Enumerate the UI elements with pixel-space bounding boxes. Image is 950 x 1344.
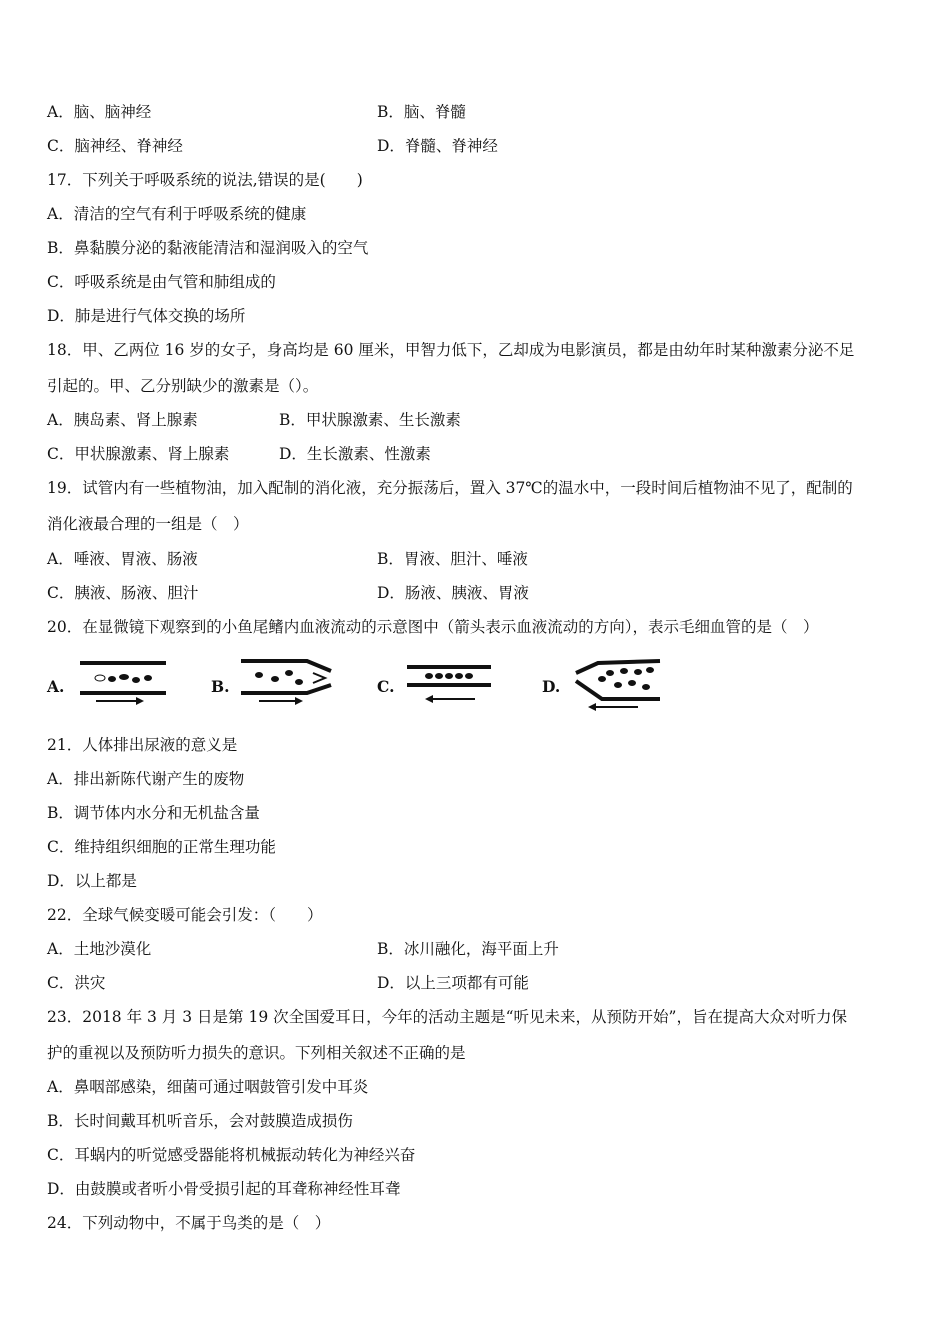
q18-stem-line2: 引起的。甲、乙分别缺少的激素是（）。 <box>47 377 319 395</box>
q18-option-c: C．甲状腺激素、肾上腺素 <box>47 445 230 463</box>
q20-figure-b <box>237 655 335 705</box>
q20-figure-d <box>572 655 664 711</box>
q19-stem-line2: 消化液最合理的一组是（ ） <box>47 515 249 533</box>
q17-option-a: A．清洁的空气有利于呼吸系统的健康 <box>47 205 307 223</box>
q22-option-d: D．以上三项都有可能 <box>377 974 529 992</box>
q22-option-c: C．洪灾 <box>47 974 106 992</box>
q20-label-a: A. <box>47 677 65 696</box>
q20-figure-a <box>78 655 170 705</box>
q19-option-a: A．唾液、胃液、肠液 <box>47 550 198 568</box>
q17-option-d: D．肺是进行气体交换的场所 <box>47 307 246 325</box>
q17-option-c: C．呼吸系统是由气管和肺组成的 <box>47 273 276 291</box>
q16-option-c: C．脑神经、脊神经 <box>47 137 183 155</box>
q20-label-d: D. <box>542 677 561 696</box>
q20-figure-c <box>405 655 495 705</box>
q22-option-a: A．土地沙漠化 <box>47 940 152 958</box>
q20-stem: 20．在显微镜下观察到的小鱼尾鳍内血液流动的示意图中（箭头表示血液流动的方向），表示毛细血管的是（ ） <box>47 618 819 636</box>
q21-stem: 21．人体排出尿液的意义是 <box>47 736 238 754</box>
q22-option-b: B．冰川融化，海平面上升 <box>377 940 559 958</box>
q17-option-b: B．鼻黏膜分泌的黏液能清洁和湿润吸入的空气 <box>47 239 369 257</box>
q23-option-b: B．长时间戴耳机听音乐，会对鼓膜造成损伤 <box>47 1112 353 1130</box>
q19-option-c: C．胰液、肠液、胆汁 <box>47 584 199 602</box>
q17-stem: 17．下列关于呼吸系统的说法,错误的是( ) <box>47 171 363 189</box>
q24-stem: 24．下列动物中，不属于鸟类的是（ ） <box>47 1214 331 1232</box>
q19-option-b: B．胃液、胆汁、唾液 <box>377 550 528 568</box>
q19-option-d: D．肠液、胰液、胃液 <box>377 584 529 602</box>
q21-option-d: D．以上都是 <box>47 872 137 890</box>
q22-stem: 22．全球气候变暖可能会引发：（ ） <box>47 906 323 924</box>
q23-stem-line1: 23．2018 年 3 月 3 日是第 19 次全国爱耳日，今年的活动主题是“听见未来，从预防开始”，旨在提高大众对听力保 <box>47 1008 847 1026</box>
q20-label-c: C. <box>377 677 395 696</box>
q18-option-a: A．胰岛素、肾上腺素 <box>47 411 198 429</box>
q23-stem-line2: 护的重视以及预防听力损失的意识。下列相关叙述不正确的是 <box>47 1044 466 1062</box>
q20-label-b: B. <box>211 677 230 696</box>
q18-option-d: D．生长激素、性激素 <box>279 445 431 463</box>
q23-option-c: C．耳蜗内的听觉感受器能将机械振动转化为神经兴奋 <box>47 1146 416 1164</box>
q21-option-a: A．排出新陈代谢产生的废物 <box>47 770 245 788</box>
q16-option-b: B．脑、脊髓 <box>377 103 466 121</box>
q16-option-d: D．脊髓、脊神经 <box>377 137 498 155</box>
q18-stem-line1: 18．甲、乙两位 16 岁的女子，身高均是 60 厘米，甲智力低下，乙却成为电影演员，都是由幼年时某种激素分泌不足 <box>47 341 855 359</box>
q21-option-c: C．维持组织细胞的正常生理功能 <box>47 838 276 856</box>
q18-option-b: B．甲状腺激素、生长激素 <box>279 411 461 429</box>
q19-stem-line1: 19．试管内有一些植物油，加入配制的消化液，充分振荡后，置入 37℃的温水中，一段时间后植物油不见了，配制的 <box>47 479 853 497</box>
q23-option-d: D．由鼓膜或者听小骨受损引起的耳聋称神经性耳聋 <box>47 1180 401 1198</box>
q23-option-a: A．鼻咽部感染，细菌可通过咽鼓管引发中耳炎 <box>47 1078 369 1096</box>
q21-option-b: B．调节体内水分和无机盐含量 <box>47 804 260 822</box>
q16-option-a: A．脑、脑神经 <box>47 103 152 121</box>
